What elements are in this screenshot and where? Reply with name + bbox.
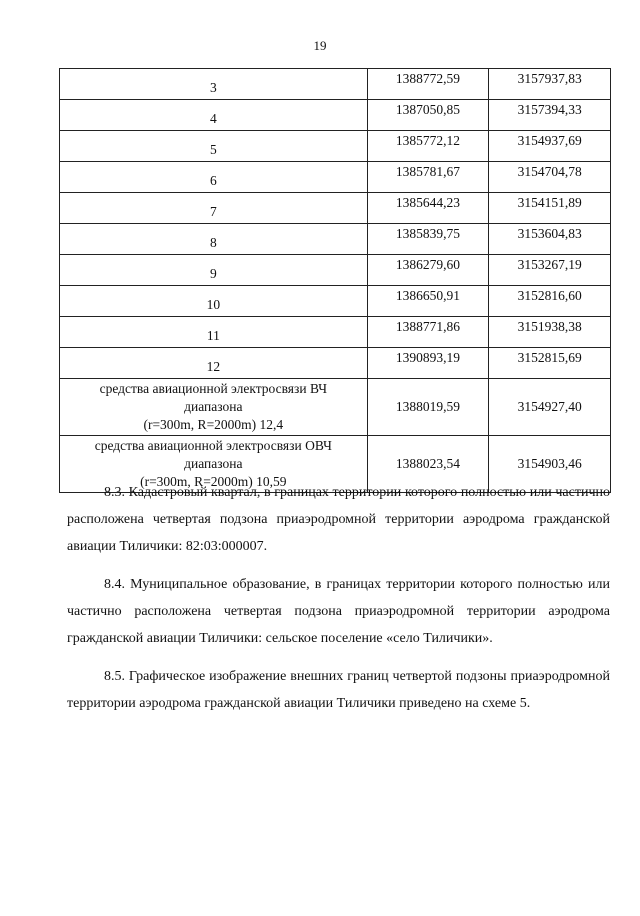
table-row: [60, 224, 611, 255]
coord-x: 1387050,85: [367, 100, 489, 131]
point-number: 10: [60, 286, 368, 317]
table-row: [60, 193, 611, 224]
table-row: [60, 286, 611, 317]
table-row: [60, 69, 611, 100]
table-row: [60, 348, 611, 379]
coord-x: 1385644,23: [367, 193, 489, 224]
table-row: [60, 131, 611, 162]
point-number: 5: [60, 131, 368, 162]
coord-x: 1385839,75: [367, 224, 489, 255]
point-number: 7: [60, 193, 368, 224]
point-number: 6: [60, 162, 368, 193]
coord-y: 3152815,69: [489, 348, 611, 379]
device-name-line: (r=300m, R=2000m) 12,4: [143, 417, 284, 432]
point-number: 3: [60, 69, 368, 100]
table-row: [60, 162, 611, 193]
coord-x: 1388772,59: [367, 69, 489, 100]
device-name-line: (r=300m, R=2000m) 10,59: [140, 474, 287, 489]
coord-x: 1386279,60: [367, 255, 489, 286]
coord-y: 3157394,33: [489, 100, 611, 131]
coord-x: 1388023,54: [367, 436, 489, 493]
coord-y: 3154927,40: [489, 379, 611, 436]
point-number: 9: [60, 255, 368, 286]
device-name-line: средства авиационной электросвязи ВЧ: [99, 381, 328, 396]
point-number: 12: [60, 348, 368, 379]
table-row: [60, 317, 611, 348]
point-number: 11: [60, 317, 368, 348]
point-number: 8: [60, 224, 368, 255]
coord-y: 3154704,78: [489, 162, 611, 193]
paragraph-8-4: 8.4. Муниципальное образование, в границах территории которого полностью или частично расположена четвертая подзона приаэродромной территории аэродрома гражданской авиации Тиличики: сельское поселение «село Тиличики».: [67, 577, 610, 646]
coordinates-table: [59, 68, 611, 493]
point-number: 4: [60, 100, 368, 131]
coord-y: 3157937,83: [489, 69, 611, 100]
coord-x: 1390893,19: [367, 348, 489, 379]
coord-y: 3152816,60: [489, 286, 611, 317]
coord-x: 1385772,12: [367, 131, 489, 162]
table-row: [60, 100, 611, 131]
coord-y: 3154151,89: [489, 193, 611, 224]
coord-y: 3153267,19: [489, 255, 611, 286]
coord-y: 3153604,83: [489, 224, 611, 255]
coord-x: 1385781,67: [367, 162, 489, 193]
table-row: [60, 255, 611, 286]
device-name-line: диапазона: [184, 456, 243, 471]
coord-x: 1386650,91: [367, 286, 489, 317]
coord-y: 3151938,38: [489, 317, 611, 348]
device-name-line: средства авиационной электросвязи ОВЧ: [94, 438, 332, 453]
coord-y: 3154937,69: [489, 131, 611, 162]
coord-x: 1388771,86: [367, 317, 489, 348]
page-number: 19: [313, 38, 327, 53]
body-text: [67, 479, 610, 728]
device-name: [60, 379, 368, 436]
coord-y: 3154903,46: [489, 436, 611, 493]
coord-x: 1388019,59: [367, 379, 489, 436]
paragraph-8-5: 8.5. Графическое изображение внешних границ четвертой подзоны приаэродромной территории аэродрома гражданской авиации Тиличики приведено на схеме 5.: [67, 669, 610, 711]
paragraph-8-3: 8.3. Кадастровый квартал, в границах территории которого полностью или частично расположена четвертая подзона приаэродромной территории аэродрома гражданской авиации Тиличики: 82:03:000007.: [67, 485, 610, 554]
device-name-line: диапазона: [184, 399, 243, 414]
table-row: [60, 379, 611, 436]
